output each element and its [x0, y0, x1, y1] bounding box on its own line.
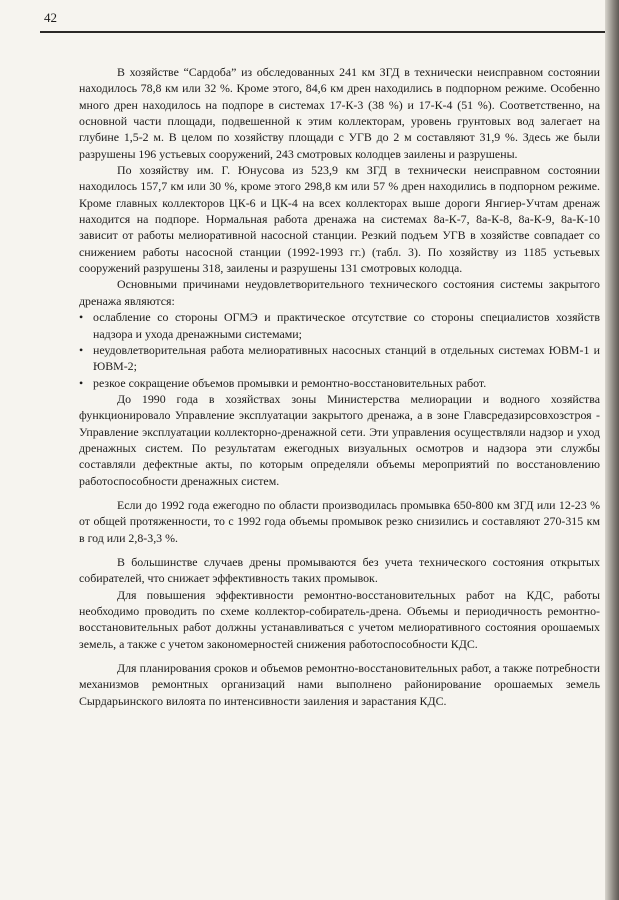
header-rule	[40, 31, 605, 33]
paragraph-zoning: Для планирования сроков и объемов ремонтно-восстановительных работ, а также потребности механизмов ремонтных организаций нами выполнено районирование орошаемых земель Сырдарьинского вилоята по интенсивности заиления и зарастания КДС.	[79, 661, 600, 708]
list-item: • резкое сокращение объемов промывки и ремонтно-восстановительных работ.	[79, 375, 600, 391]
paragraph-flushing-practice: В большинстве случаев дрены промываются без учета технического состояния открытых собирателей, что снижает эффективность таких промывок.	[79, 554, 600, 586]
causes-list	[79, 309, 600, 391]
paragraph-before-1990: До 1990 года в хозяйствах зоны Министерства мелиорации и водного хозяйства функционировало Управление эксплуатации закрытого дренажа, а в зоне Главсредазирсовхозстроя - Управление эксплуатации коллекторно-дренажной сети. Эти управления осуществляли надзор и уход дренажных систем. По результатам ежегодных визуальных осмотров и надзора эти службы составляли дефектные акты, по которым определяли объемы мероприятий по восстановлению работоспособности дренажных систем.	[79, 391, 600, 488]
paragraph-flushing-volumes: Если до 1992 года ежегодно по области производилась промывка 650-800 км ЗГД или 12-23 % от общей протяженности, то с 1992 года объемы промывок резко снизились и составляют 270-315 км в год или 2,8-3,3 %.	[79, 497, 600, 545]
list-item: • неудовлетворительная работа мелиоративных насосных станций в отдельных системах ЮВМ-1 и ЮВМ-2;	[79, 342, 600, 375]
list-item: • ослабление со стороны ОГМЭ и практическое отсутствие со стороны специалистов хозяйств надзора и ухода дренажными системами;	[79, 309, 600, 342]
page-number: 42	[44, 10, 57, 25]
page-edge	[605, 0, 619, 900]
paragraph-causes-intro: Основными причинами неудовлетворительного технического состояния системы закрытого дренажа являются:	[79, 277, 600, 308]
body-text	[79, 64, 600, 709]
paragraph-efficiency: Для повышения эффективности ремонтно-восстановительных работ на КДС, работы необходимо проводить по схеме коллектор-собиратель-дрена. Объемы и периодичность ремонтно-восстановительных работ должны устанавливаться с учетом мелиоративного состояния орошаемых земель, а также с учетом закономерностей снижения работоспособности КДС.	[79, 587, 600, 651]
paragraph-sardoba: В хозяйстве “Сардоба” из обследованных 241 км ЗГД в технически неисправном состоянии находилось 78,8 км или 32 %. Кроме этого, 84,6 км дрен находились в подпорном режиме. Особенно много дрен находилось на подпоре в системах 17-К-3 (38 %) и 17-К-4 (51 %). Соответственно, на основной части площади, подвешенной к этим коллекторам, уровень грунтовых вод залегает на глубине 1,5-2 м. В целом по хозяйству площади с УГВ до 2 м составляют 31,9 %. Здесь же были разрушены 196 устьевых сооружений, 243 смотровых колодцев заилены и разрушены.	[79, 65, 600, 161]
paragraph-yunusov: По хозяйству им. Г. Юнусова из 523,9 км ЗГД в технически неисправном состоянии находилось 157,7 км или 30 %, кроме этого 298,8 км или 57 % дрен находились в подпорном режиме. Кроме главных коллекторов ЦК-6 и ЦК-4 на всех коллекторах выше дороги Янгиер-Учтам дренаж находится на подпоре. Нормальная работа дренажа на системах 8а-К-7, 8а-К-8, 8а-К-9, 8а-К-10 зависит от работы мелиоративной насосной станции. Резкий подъем УГВ в хозяйстве совпадает со снижением работы насосной станции (1992-1993 гг.) (табл. 3). По хозяйству из 1185 устьевых сооружений разрушены 318, заилены и разрушены 131 смотровых колодца.	[79, 163, 600, 276]
